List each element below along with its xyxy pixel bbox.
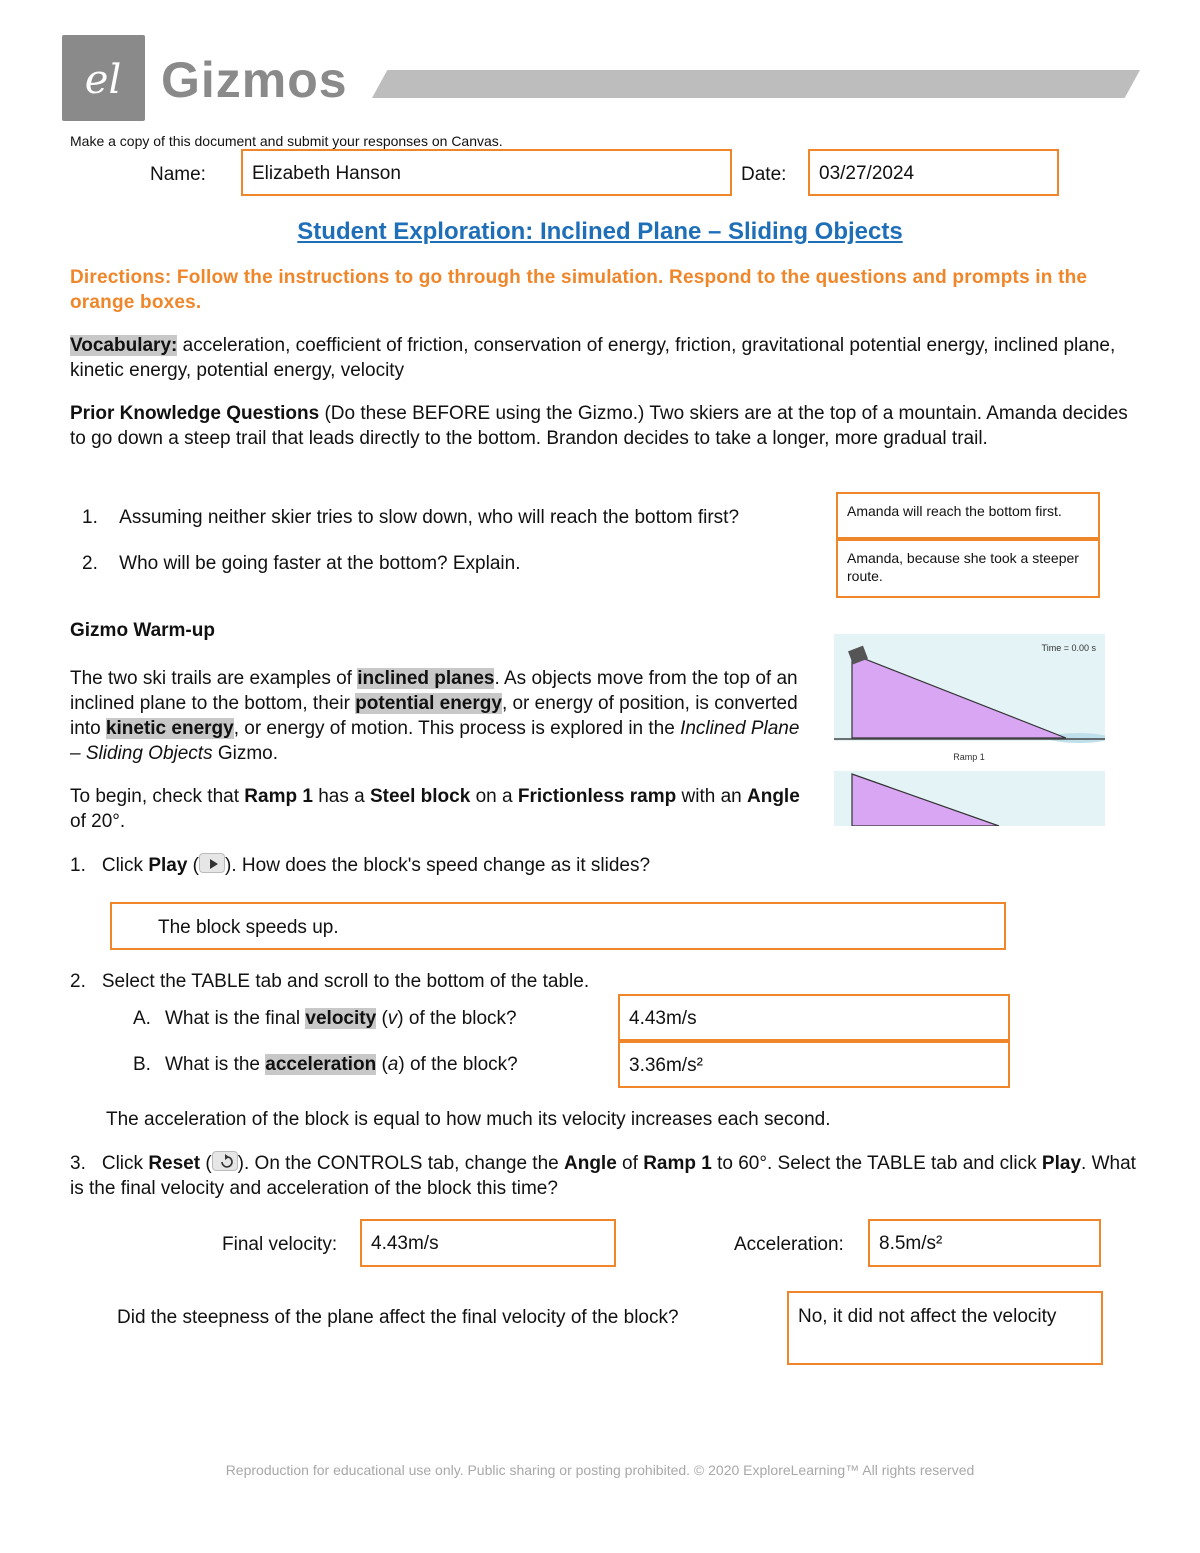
acceleration-note: The acceleration of the block is equal to how much its velocity increases each second. [106,1109,831,1130]
gizmo-name: Inclined Plane – Sliding Objects [70,718,800,764]
prior-knowledge [70,401,1140,451]
answer-box-final-velocity[interactable] [618,994,1010,1041]
warmup-heading: Gizmo Warm-up [70,620,215,641]
vocabulary [70,333,1140,383]
reset-icon [212,1151,238,1171]
vocabulary-label: Vocabulary: [70,335,178,356]
answer-text: Amanda, because she took a steeper route. [847,550,1079,584]
answer-box-steepness[interactable] [787,1291,1103,1365]
question-text: Assuming neither skier tries to slow down, who will reach the bottom first? [119,507,740,528]
answer-box-acceleration-60[interactable] [868,1219,1101,1267]
prior-question-2 [82,551,520,576]
vocabulary-terms: acceleration, coefficient of friction, conservation of energy, friction, gravitational potential energy, inclined plane, kinetic energy, potential energy, velocity [70,335,1116,381]
question-number: 2. [82,553,98,574]
answer-text: The block speeds up. [158,917,339,938]
name-label: Name: [150,164,206,185]
step-3: 3. Click Reset ( ). On the CONTROLS tab, change the Angle of Ramp 1 to 60°. Select the TABLE tab and click Play. What is the final velocity and acceleration of the block this time? [70,1153,1136,1199]
term-kinetic-energy: kinetic energy [105,718,234,739]
logo-mark-icon [62,35,145,121]
answer-text: 8.5m/s² [879,1233,943,1254]
gizmos-logo-tile [62,35,145,121]
step-1: 1. Click Play ( ). How does the block's speed change as it slides? [70,855,651,876]
date-field[interactable] [808,149,1059,196]
answer-text: Amanda will reach the bottom first. [847,503,1062,519]
question-text: Who will be going faster at the bottom? Explain. [119,553,521,574]
step-2a: A. What is the final velocity (v) of the block? [133,1008,517,1029]
answer-text: 3.36m/s² [629,1055,703,1076]
begin-paragraph: To begin, check that Ramp 1 has a Steel block on a Frictionless ramp with an Angle of 20°. [70,786,800,832]
steepness-question: Did the steepness of the plane affect the final velocity of the block? [117,1307,679,1328]
step-2b: B. What is the acceleration (a) of the block? [133,1054,518,1075]
answer-box-prior-2[interactable] [836,539,1100,598]
final-velocity-label: Final velocity: [222,1234,338,1255]
prior-question-1 [82,505,739,530]
step-2: 2. Select the TABLE tab and scroll to the bottom of the table. [70,971,590,992]
brand-name: Gizmos [161,52,348,108]
directions: Directions: Follow the instructions to go through the simulation. Respond to the questions and prompts in the orange boxes. [70,267,1088,313]
term-potential-energy: potential energy [355,693,502,714]
term-inclined-planes: inclined planes [357,668,495,689]
footer: Reproduction for educational use only. Public sharing or posting prohibited. © 2020 ExploreLearning™ All rights reserved [225,1462,975,1478]
svg-text:Ramp 1: Ramp 1 [953,752,985,762]
name-field[interactable] [241,149,732,196]
date-label: Date: [741,164,787,185]
page-title: Student Exploration: Inclined Plane – Sliding Objects [297,218,903,245]
svg-text:el: el [84,57,122,103]
warmup-paragraph: The two ski trails are examples of inclined planes. As objects move from the top of an inclined plane to the bottom, their potential energy, or energy of position, is converted into kinetic energy, or energy of motion. This process is explored in the Inclined Plane – Sliding Objects Gizmo. [70,668,800,764]
answer-box-acceleration[interactable] [618,1041,1010,1088]
gizmo-simulation-image [834,634,1105,826]
name-value: Elizabeth Hanson [252,163,401,184]
answer-text: 4.43m/s [371,1233,439,1254]
prior-knowledge-label: Prior Knowledge Questions [70,403,320,424]
copy-note: Make a copy of this document and submit your responses on Canvas. [70,133,503,149]
answer-box-prior-1[interactable] [836,492,1100,539]
play-icon [199,853,225,873]
ramp-illustration [834,634,1105,826]
answer-box-step-1[interactable] [110,902,1006,950]
acceleration-label: Acceleration: [734,1234,844,1255]
svg-text:Time = 0.00 s: Time = 0.00 s [1041,643,1096,653]
answer-text: No, it did not affect the velocity [798,1306,1057,1327]
answer-box-final-velocity-60[interactable] [360,1219,616,1267]
header-bar [372,70,1140,98]
prior-knowledge-text: (Do these BEFORE using the Gizmo.) Two skiers are at the top of a mountain. Amanda decides to go down a steep trail that leads directly to the bottom. Brandon decides to take a longer, more gradual trail. [70,403,1128,449]
date-value: 03/27/2024 [819,163,915,184]
answer-text: 4.43m/s [629,1008,697,1029]
question-number: 1. [82,507,98,528]
